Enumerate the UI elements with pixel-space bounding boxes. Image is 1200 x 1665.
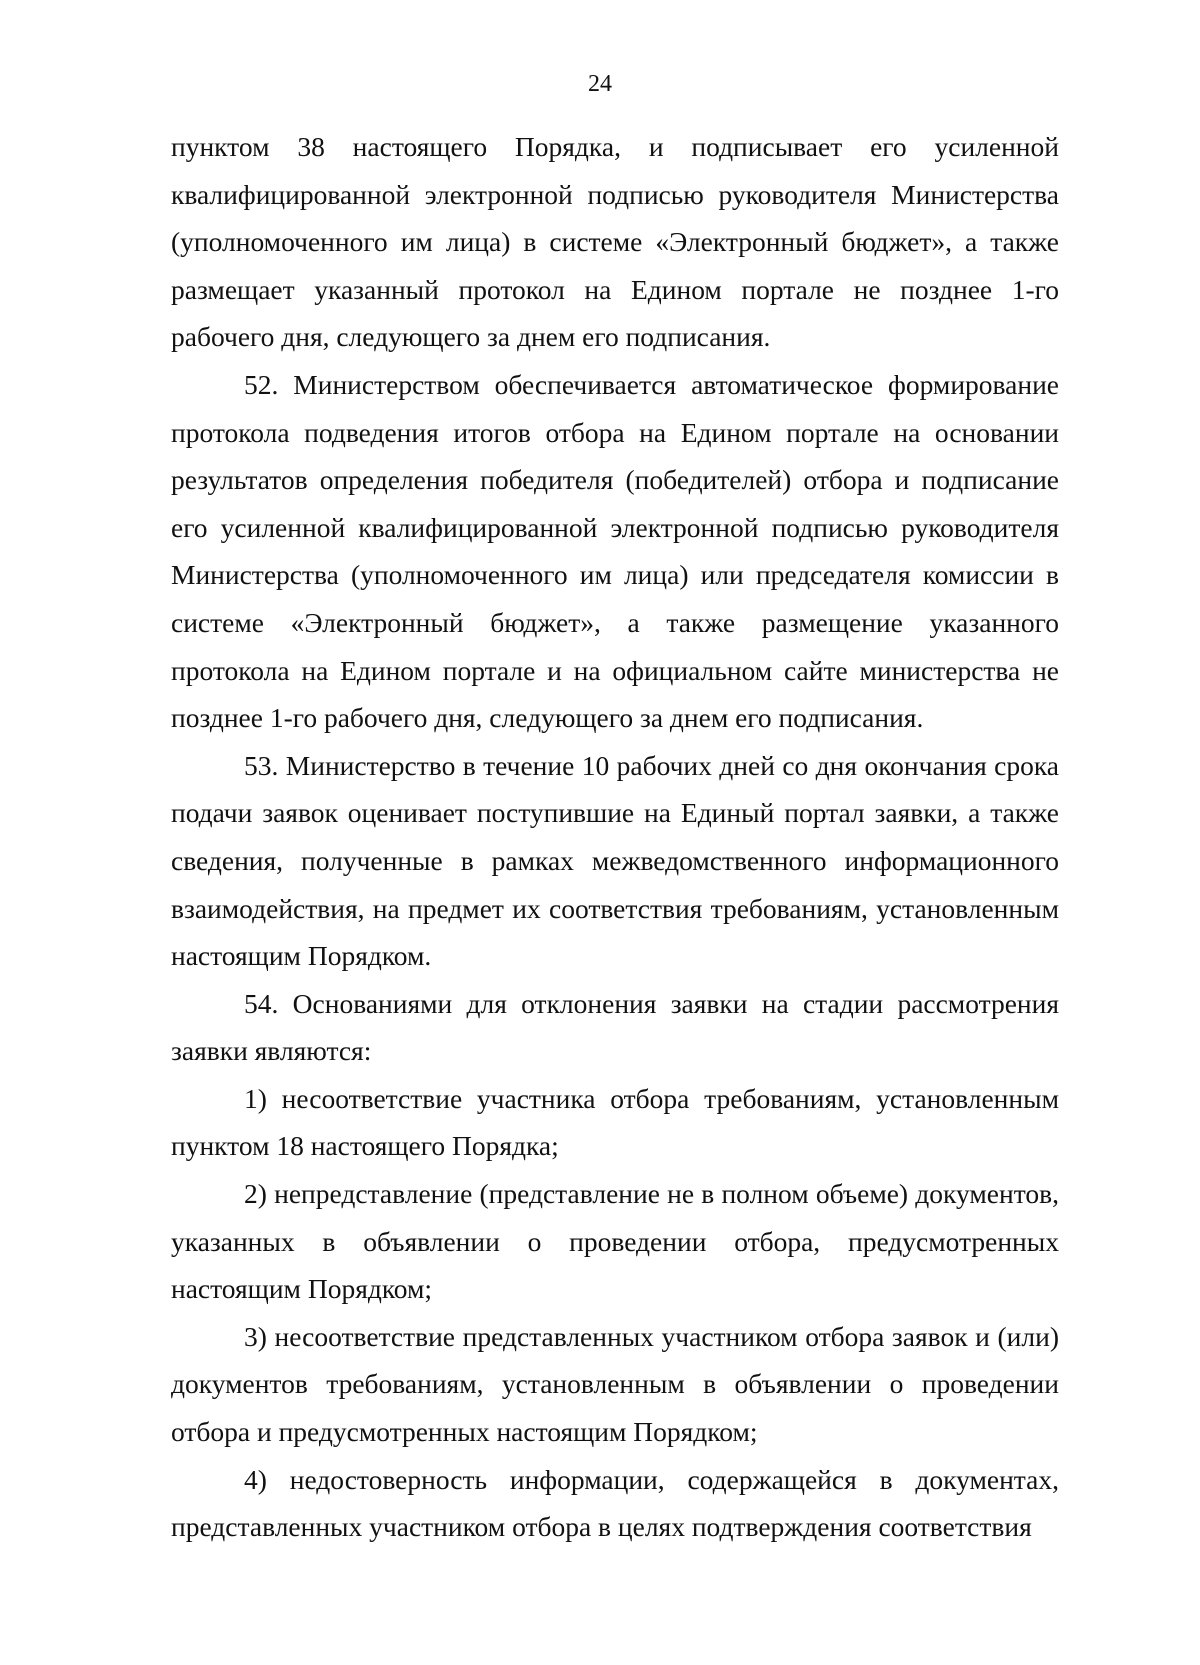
list-item-54-2: 2) непредставление (представление не в полном объеме) документов, указанных в объявлении о проведении отбора, предусмотренных настоящим Порядком; (171, 1178, 1059, 1305)
document-body (171, 123, 1059, 1551)
paragraph-53: 53. Министерство в течение 10 рабочих дней со дня окончания срока подачи заявок оценивает поступившие на Единый портал заявки, а также сведения, полученные в рамках межведомственного информационного взаимодействия, на предмет их соответствия требованиям, установленным настоящим Порядком. (171, 749, 1059, 972)
list-item-54-1: 1) несоответствие участника отбора требованиям, установленным пунктом 18 настоящего Порядка; (171, 1082, 1059, 1162)
paragraph-52: 52. Министерством обеспечивается автоматическое формирование протокола подведения итогов отбора на Едином портале на основании результатов определения победителя (победителей) отбора и подписание его усиленной квалифицированной электронной подписью руководителя Министерства (уполномоченного им лица) или председателя комиссии в системе «Электронный бюджет», а также размещение указанного протокола на Едином портале и на официальном сайте министерства не позднее 1-го рабочего дня, следующего за днем его подписания. (171, 368, 1059, 734)
paragraph-51-continuation: пунктом 38 настоящего Порядка, и подписывает его усиленной квалифицированной электронной подписью руководителя Министерства (уполномоченного им лица) в системе «Электронный бюджет», а также размещает указанный протокол на Едином портале не позднее 1-го рабочего дня, следующего за днем его подписания. (171, 131, 1059, 353)
list-item-54-4: 4) недостоверность информации, содержащейся в документах, представленных участником отбора в целях подтверждения соответствия (171, 1463, 1059, 1543)
page-number: 24 (588, 71, 612, 97)
paragraph-54: 54. Основаниями для отклонения заявки на стадии рассмотрения заявки являются: (171, 987, 1059, 1067)
list-item-54-3: 3) несоответствие представленных участником отбора заявок и (или) документов требованиям, установленным в объявлении о проведении отбора и предусмотренных настоящим Порядком; (171, 1320, 1059, 1448)
